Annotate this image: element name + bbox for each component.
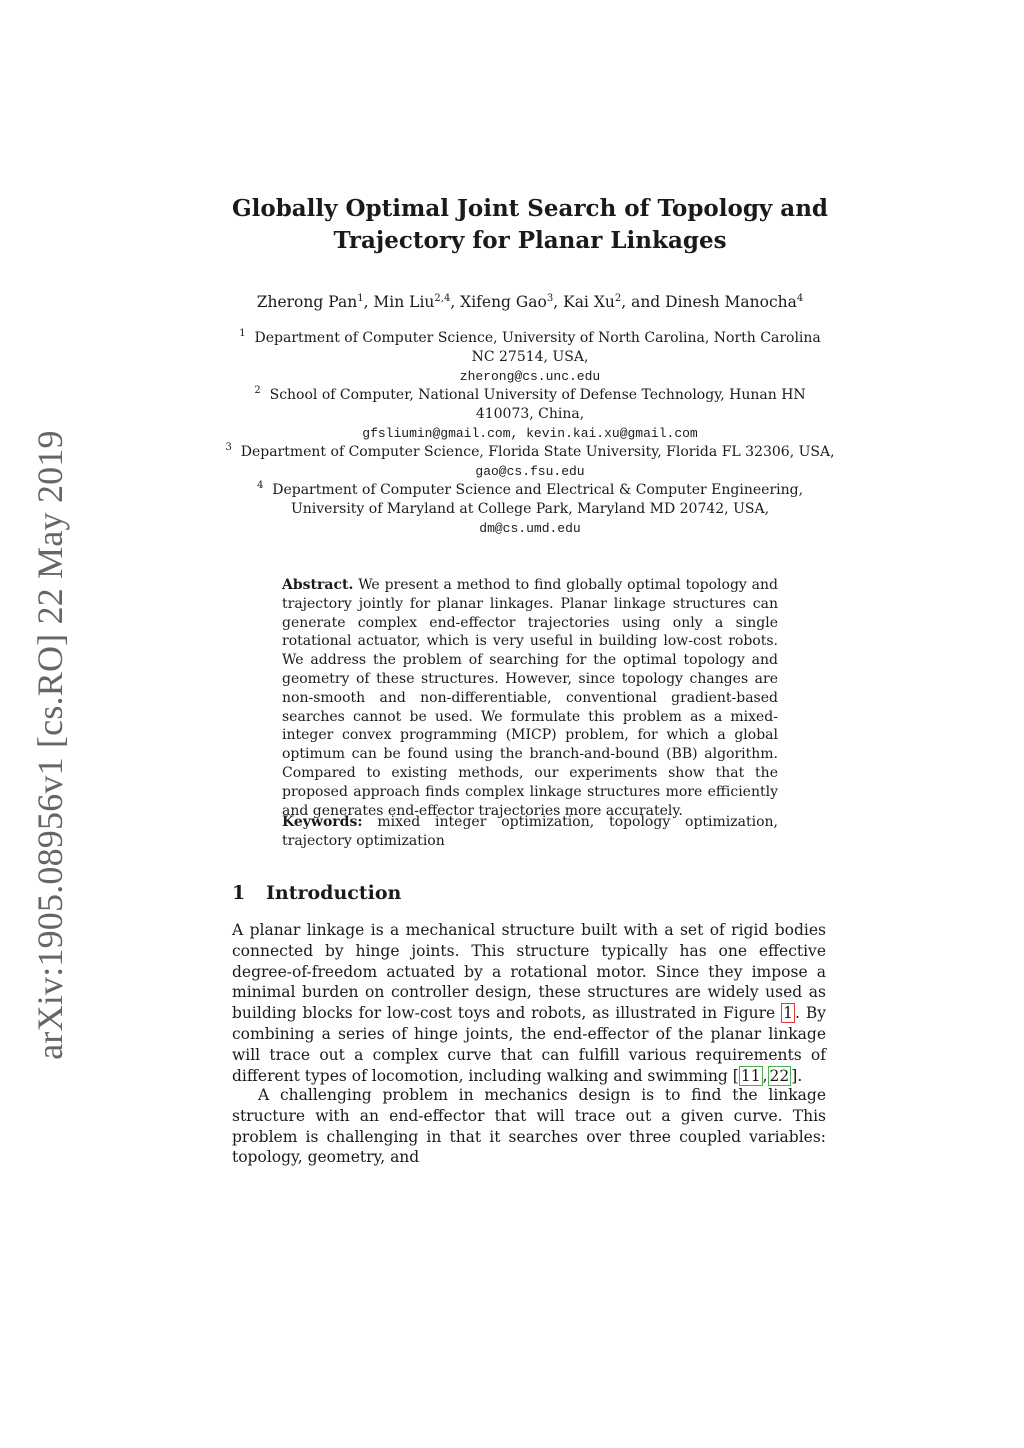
affiliation-1 bbox=[225, 329, 835, 386]
intro-paragraph-2 bbox=[232, 1085, 826, 1168]
author-name: Zherong Pan bbox=[256, 293, 358, 311]
author-name: Min Liu bbox=[373, 293, 435, 311]
author-list: Zherong Pan$^1$, Min Liu$^{2,4}$, Xifeng Gao$^3$, Kai Xu$^2$, and Dinesh Manocha$^4$ bbox=[256, 293, 804, 311]
affiliation-3 bbox=[225, 443, 835, 481]
affiliation-text: NC 27514, USA, bbox=[471, 349, 589, 365]
author-name: Xifeng Gao bbox=[460, 293, 547, 311]
section-number: 1 bbox=[232, 882, 246, 904]
section-title: Introduction bbox=[266, 882, 402, 904]
author-affil-sup: 2 bbox=[614, 293, 622, 304]
title-line-1: Globally Optimal Joint Search of Topology and bbox=[231, 195, 829, 222]
email-address: dm@cs.umd.edu bbox=[479, 521, 581, 536]
email-address: gfsliumin@gmail.com, kevin.kai.xu@gmail.com bbox=[362, 426, 698, 441]
citation-link[interactable]: 11 bbox=[740, 1066, 761, 1085]
arxiv-sidebar bbox=[10, 430, 90, 1060]
affiliation-text: Department of Computer Science, Florida State University, Florida FL 32306, USA, bbox=[240, 444, 835, 460]
affiliation-4 bbox=[225, 481, 835, 538]
abstract-label: Abstract. bbox=[282, 577, 354, 593]
email-address: gao@cs.fsu.edu bbox=[475, 464, 585, 479]
author-affil-sup: 4 bbox=[796, 293, 804, 304]
affiliation-text: 410073, China, bbox=[475, 406, 585, 422]
email-address: zherong@cs.unc.edu bbox=[459, 369, 601, 384]
abstract bbox=[282, 576, 778, 820]
figure-reference-link[interactable]: 1 bbox=[783, 1004, 793, 1023]
affiliation-text: University of Maryland at College Park, Maryland MD 20742, USA, bbox=[290, 501, 770, 517]
keywords-text: mixed integer optimization, topology optimization, trajectory optimization bbox=[282, 814, 779, 849]
keywords-label: Keywords: bbox=[282, 814, 363, 830]
citation-bracket: ] bbox=[791, 1066, 798, 1085]
citation-separator: , bbox=[762, 1066, 768, 1085]
affiliation-2 bbox=[225, 386, 835, 443]
affiliation-number: 3 bbox=[225, 442, 232, 453]
author-name: and Dinesh Manocha bbox=[631, 293, 797, 311]
affiliation-text: School of Computer, National University of Defense Technology, Hunan HN bbox=[269, 387, 806, 403]
title-line-2: Trajectory for Planar Linkages bbox=[333, 227, 727, 254]
paragraph-text: . By combining a series of hinge joints, the end-effector of the planar linkage will trace out a complex curve that can fulfill various requirements of different types of locomotion, including walking and swimming bbox=[232, 1004, 826, 1085]
affiliation-text: Department of Computer Science and Electrical & Computer Engineering, bbox=[272, 482, 804, 498]
affiliation-number: 1 bbox=[239, 328, 246, 339]
paragraph-text: A planar linkage is a mechanical structure built with a set of rigid bodies connected by hinge joints. This structure typically has one effective degree-of-freedom actuated by a rotational motor. Since they impose a minimal burden on controller design, these structures are widely used as building blocks for low-cost toys and robots, as illustrated in Figure bbox=[232, 921, 826, 1023]
citation-link[interactable]: 22 bbox=[769, 1066, 790, 1085]
arxiv-identifier: arXiv:1905.08956v1 [cs.RO] 22 May 2019 bbox=[30, 430, 70, 1060]
paragraph-text: A challenging problem in mechanics design is to find the linkage structure with an end-effector that will trace out a given curve. This problem is challenging in that it searches over three coupled variables: topology, geometry, and bbox=[232, 1086, 826, 1167]
author-affil-sup: 1 bbox=[357, 293, 364, 304]
affiliation-number: 2 bbox=[254, 385, 261, 396]
affiliation-text: Department of Computer Science, University of North Carolina, North Carolina bbox=[254, 330, 821, 346]
abstract-text: We present a method to find globally optimal topology and trajectory jointly for planar linkages. Planar linkage structures can generate complex end-effector trajectories using only a single rotational actuator, which is very useful in building low-cost robots. We address the problem of searching for the optimal topology and geometry of these structures. However, since topology changes are non-smooth and non-differentiable, conventional gradient-based searches cannot be used. We formulate this problem as a mixed-integer convex programming (MICP) problem, for which a global optimum can be found using the branch-and-bound (BB) algorithm. Compared to existing methods, our experiments show that the proposed approach finds complex linkage structures more efficiently and generates end-effector trajectories more accurately. bbox=[282, 577, 779, 819]
intro-paragraph-1 bbox=[232, 920, 826, 1086]
paper-title bbox=[180, 193, 880, 257]
paragraph-text: . bbox=[797, 1066, 803, 1085]
keywords bbox=[282, 813, 778, 851]
author-affil-sup: 3 bbox=[546, 293, 554, 304]
author-affil-sup: 2,4 bbox=[434, 293, 451, 304]
author-name: Kai Xu bbox=[563, 293, 615, 311]
affiliation-number: 4 bbox=[256, 480, 264, 491]
citation-bracket: [ bbox=[732, 1066, 739, 1085]
section-heading bbox=[232, 880, 401, 906]
